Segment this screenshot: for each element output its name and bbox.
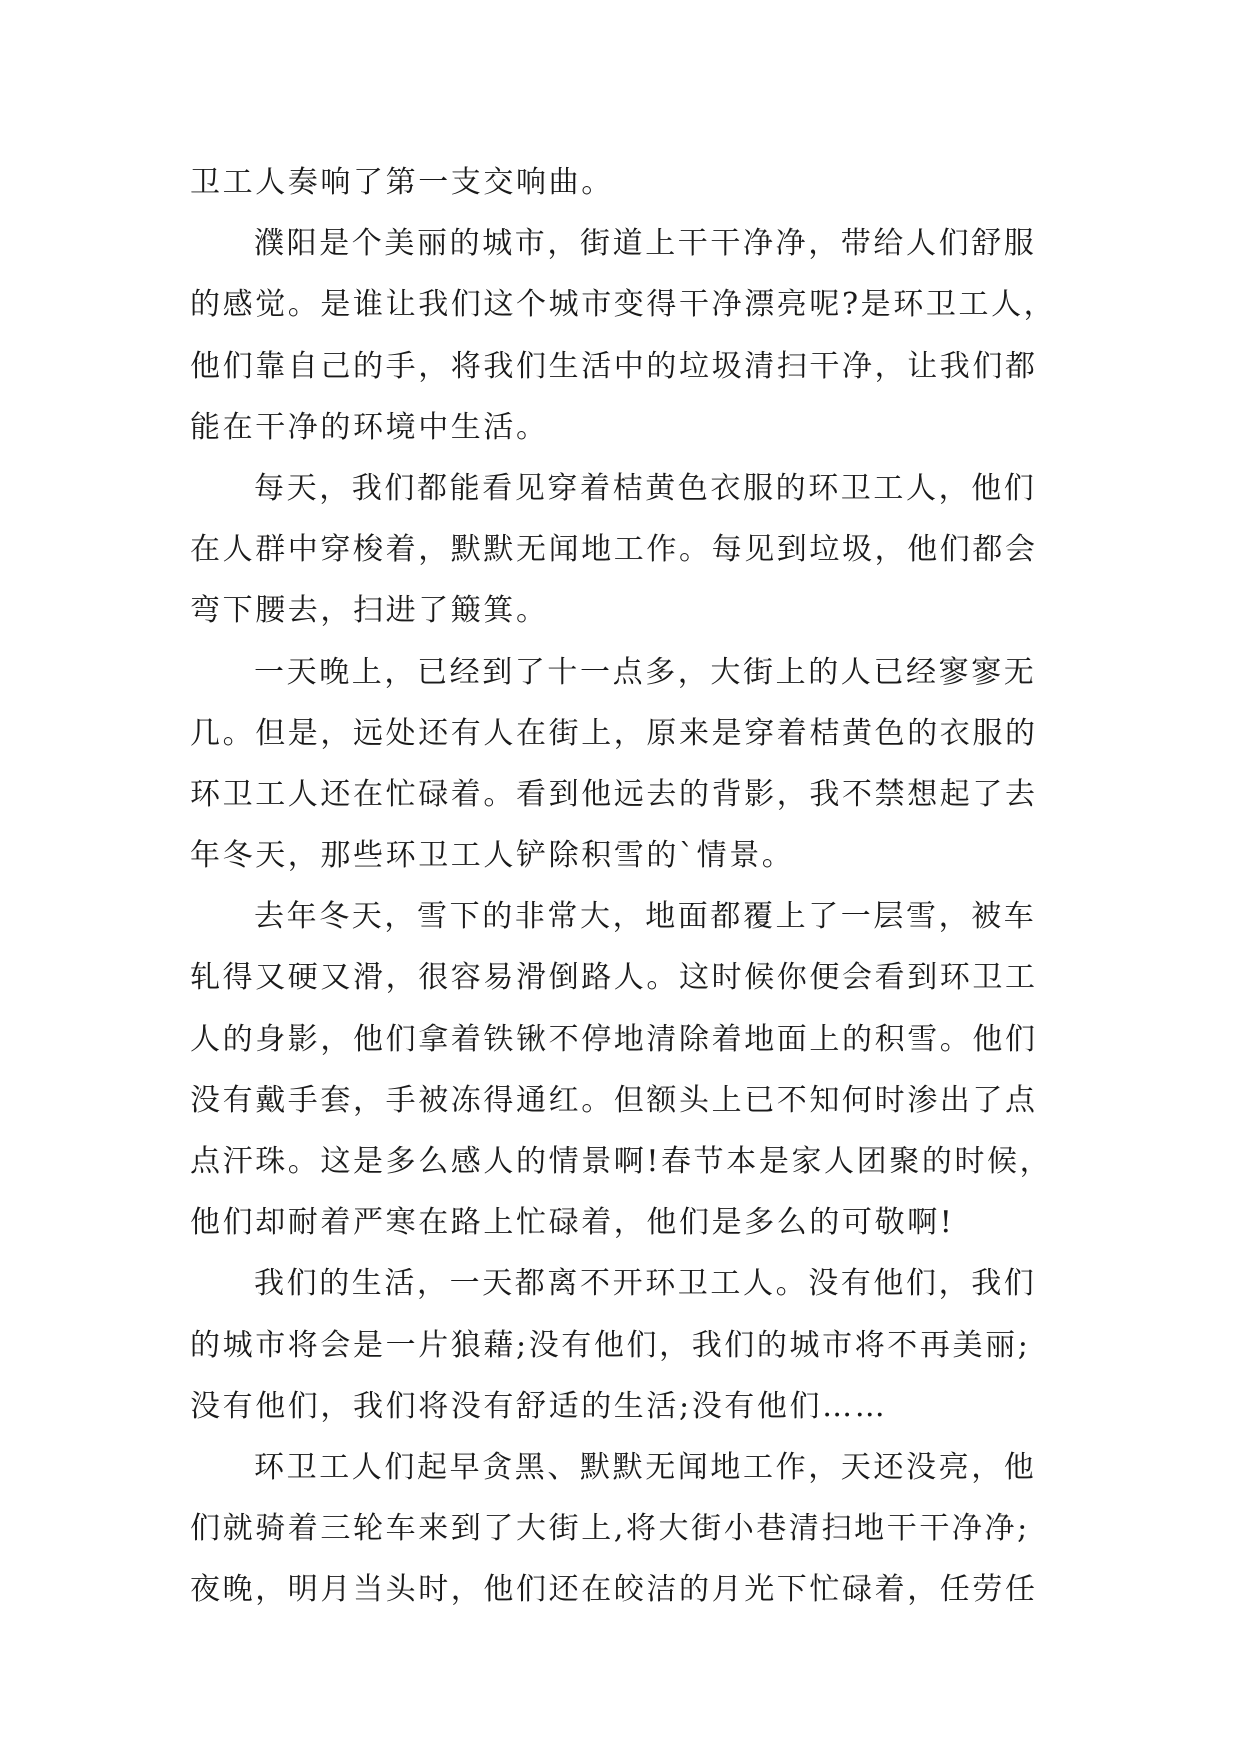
text-line: 的感觉。是谁让我们这个城市变得干净漂亮呢?是环卫工人， bbox=[190, 287, 1057, 323]
paragraph-first-line: 濮阳是个美丽的城市，街道上干干净净，带给人们舒服 bbox=[254, 226, 1037, 262]
paragraph-first-line: 一天晚上，已经到了十一点多，大街上的人已经寥寥无 bbox=[254, 654, 1037, 690]
paragraph-first-line: 我们的生活，一天都离不开环卫工人。没有他们，我们 bbox=[254, 1266, 1037, 1302]
text-line: 弯下腰去，扫进了簸箕。 bbox=[190, 593, 549, 629]
paragraph-first-line: 每天，我们都能看见穿着桔黄色衣服的环卫工人，他们 bbox=[254, 470, 1037, 506]
text-line: 能在干净的环境中生活。 bbox=[190, 409, 549, 445]
paragraph-first-line: 环卫工人们起早贪黑、默默无闻地工作，天还没亮，他 bbox=[254, 1449, 1037, 1485]
text-line: 们就骑着三轮车来到了大街上,将大街小巷清扫地干干净净; bbox=[190, 1511, 1030, 1547]
text-line: 卫工人奏响了第一支交响曲。 bbox=[190, 165, 614, 200]
text-line: 他们却耐着严寒在路上忙碌着，他们是多么的可敬啊! bbox=[190, 1205, 955, 1241]
text-line: 年冬天，那些环卫工人铲除积雪的`情景。 bbox=[190, 838, 795, 874]
text-line: 他们靠自己的手，将我们生活中的垃圾清扫干净，让我们都 bbox=[190, 348, 1038, 384]
paragraph-first-line: 去年冬天，雪下的非常大，地面都覆上了一层雪，被车 bbox=[254, 899, 1037, 935]
text-line: 人的身影，他们拿着铁锹不停地清除着地面上的积雪。他们 bbox=[190, 1021, 1038, 1057]
text-line: 几。但是，远处还有人在街上，原来是穿着桔黄色的衣服的 bbox=[190, 715, 1038, 751]
text-line: 环卫工人还在忙碌着。看到他远去的背影，我不禁想起了去 bbox=[190, 776, 1038, 812]
text-line: 没有他们，我们将没有舒适的生活;没有他们…… bbox=[190, 1388, 888, 1424]
text-line: 点汗珠。这是多么感人的情景啊!春节本是家人团聚的时候， bbox=[190, 1144, 1053, 1179]
text-line: 的城市将会是一片狼藉;没有他们，我们的城市将不再美丽; bbox=[190, 1327, 1031, 1363]
text-line: 轧得又硬又滑，很容易滑倒路人。这时候你便会看到环卫工 bbox=[190, 960, 1038, 996]
text-line: 夜晚，明月当头时，他们还在皎洁的月光下忙碌着，任劳任 bbox=[190, 1572, 1038, 1608]
text-line: 没有戴手套，手被冻得通红。但额头上已不知何时渗出了点 bbox=[190, 1082, 1038, 1118]
text-line: 在人群中穿梭着，默默无闻地工作。每见到垃圾，他们都会 bbox=[190, 532, 1038, 568]
essay-body bbox=[190, 152, 1060, 1621]
